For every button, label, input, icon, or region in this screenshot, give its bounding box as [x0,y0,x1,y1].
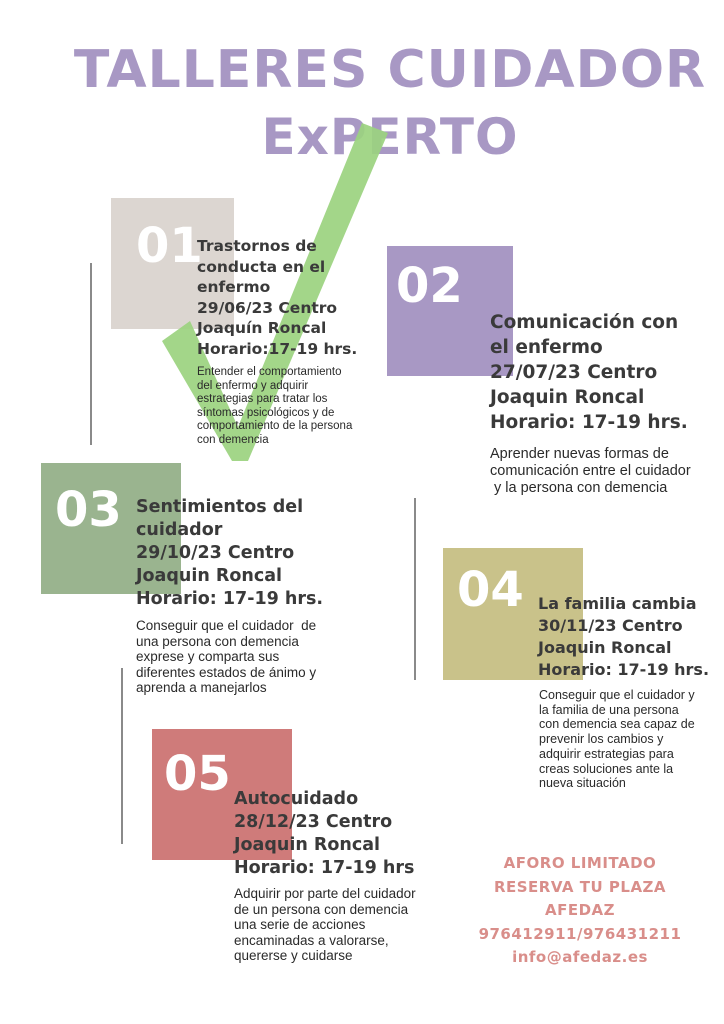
divider-line [121,668,123,844]
contact-email: info@afedaz.es [512,948,648,966]
contact-phones: 976412911/976431211 [478,925,682,943]
workshop-number-02: 02 [396,258,463,314]
divider-line [90,263,92,445]
workshop-description-02: Aprender nuevas formas de comunicación entre el cuidador y la persona con demencia [490,446,691,496]
workshop-number-03: 03 [55,482,122,538]
contact-afedaz: AFEDAZ [544,901,616,919]
workshop-heading-04: La familia cambia 30/11/23 Centro Joaquin Roncal Horario: 17-19 hrs. [538,594,710,679]
contact-reserva: RESERVA TU PLAZA [493,878,667,896]
workshop-heading-01: Trastornos de conducta en el enfermo 29/06/23 Centro Joaquín Roncal Horario:17-19 hrs. [197,237,358,358]
workshop-heading-02: Comunicación con el enfermo 27/07/23 Centro Joaquin Roncal Horario: 17-19 hrs. [490,312,688,433]
workshop-number-01: 01 [136,218,203,274]
divider-line [414,498,416,680]
workshop-description-01: Entender el comportamiento del enfermo y adquirir estrategias para tratar los síntomas psicológicos y de comportamiento de la persona con demencia [197,366,353,446]
workshop-number-05: 05 [164,746,231,802]
workshop-description-04: Conseguir que el cuidador y la familia de una persona con demencia sea capaz de prevenir los cambios y adquirir estrategias para creas soluciones ante la nueva situación [539,688,695,791]
workshop-heading-03: Sentimientos del cuidador 29/10/23 Centro Joaquin Roncal Horario: 17-19 hrs. [136,497,324,609]
workshop-heading-05: Autocuidado 28/12/23 Centro Joaquin Roncal Horario: 17-19 hrs [234,789,415,878]
workshop-description-05: Adquirir por parte del cuidador de un persona con demencia una serie de acciones encaminadas a valorarse, quererse y cuidarse [234,886,416,963]
workshop-number-04: 04 [457,562,524,618]
page-title-line1: TALLERES CUIDADOR [73,40,707,100]
workshop-description-03: Conseguir que el cuidador de una persona con demencia exprese y comparta sus diferentes estados de ánimo y aprenda a manejarlos [136,618,317,695]
page-title-line2: ExPERTO [261,108,519,166]
contact-aforo: AFORO LIMITADO [503,854,657,872]
